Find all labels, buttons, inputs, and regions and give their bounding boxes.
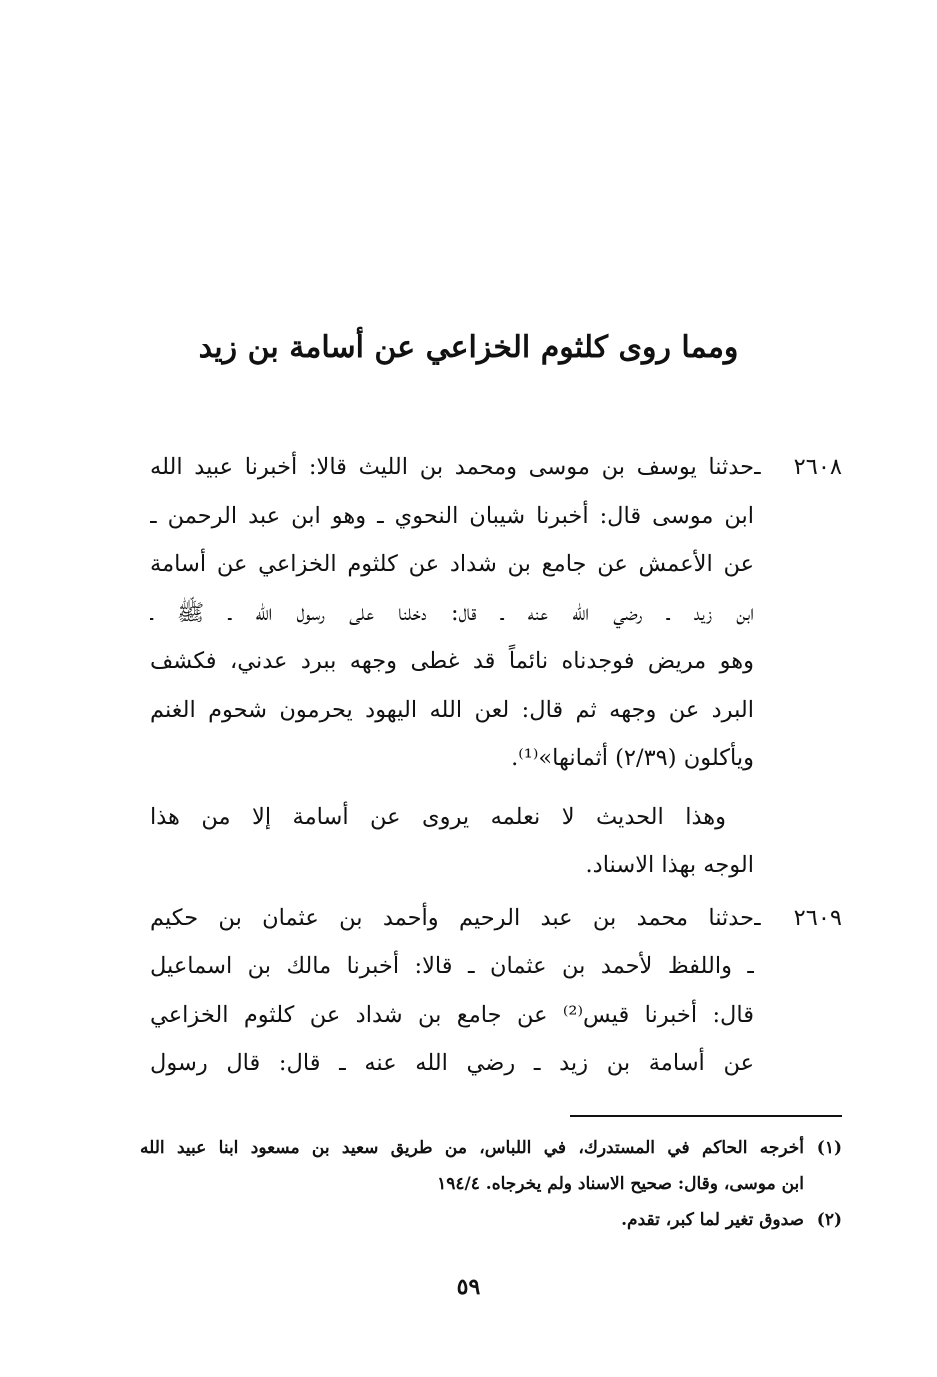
footnotes [140,1130,842,1238]
text-line: عن الأعمش عن جامع بن شداد عن كلثوم الخزاعي عن أسامة [150,551,754,577]
hadith-entry-2608 [150,443,842,783]
main-text [150,443,842,1088]
footnote-2 [140,1202,842,1238]
footnote-1 [140,1130,842,1202]
text-line: حدثنا محمد بن عبد الرحيم وأحمد بن عثمان بن حكيم [150,904,754,931]
text-line: الوجه بهذا الاسناد. [585,852,754,878]
text-line: ـ واللفظ لأحمد بن عثمان ـ قالا: أخبرنا مالك بن اسماعيل [150,953,754,979]
text-line: ابن موسى قال: أخبرنا شيبان النحوي ـ وهو ابن عبد الرحمن ـ [150,502,754,529]
text-line: وهذا الحديث لا نعلمه يروى عن أسامة إلا من هذا [150,803,726,830]
hadith-entry-2609 [150,894,842,1088]
text-line: حدثنا يوسف بن موسى ومحمد بن الليث قالا: أخبرنا عبيد الله [150,454,754,480]
footnote-line: ابن موسى، وقال: صحيح الاسناد ولم يخرجاه. ١٩٤/٤ [437,1174,804,1194]
hadith-number: ٢٦٠٩ ـ [754,904,842,931]
footnote-line: صدوق تغير لما كبر، تقدم. [621,1210,804,1230]
text-line: وهو مريض فوجدناه نائماً قد غطى وجهه ببرد عدني، فكشف [150,648,754,674]
footnote-number: (١) [816,1138,842,1158]
commentary-paragraph [150,793,842,890]
footnote-separator [570,1115,842,1117]
text-line: البرد عن وجهه ثم قال: لعن الله اليهود يحرمون شحوم الغنم [150,696,754,723]
text-line: قال: أخبرنا قيس⁽²⁾ عن جامع بن شداد عن كلثوم الخزاعي [150,1001,754,1028]
page-number: ٥٩ [456,1274,481,1300]
text-line: ابن زيد ـ رضي الله عنه ـ قال: دخلنا على رسول الله ـ ﷺ ـ [150,599,754,626]
text-line: ويأكلون (٢/٣٩) أثمانها»⁽¹⁾. [511,745,754,771]
footnote-line: أخرجه الحاكم في المستدرك، في اللباس، من طريق سعيد بن مسعود ابنا عبيد الله [140,1138,804,1158]
hadith-number: ٢٦٠٨ ـ [754,454,842,480]
footnote-number: (٢) [816,1210,842,1230]
section-title: ومما روى كلثوم الخزاعي عن أسامة بن زيد [198,330,739,365]
text-line: عن أسامة بن زيد ـ رضي الله عنه ـ قال: قال رسول [150,1050,754,1076]
